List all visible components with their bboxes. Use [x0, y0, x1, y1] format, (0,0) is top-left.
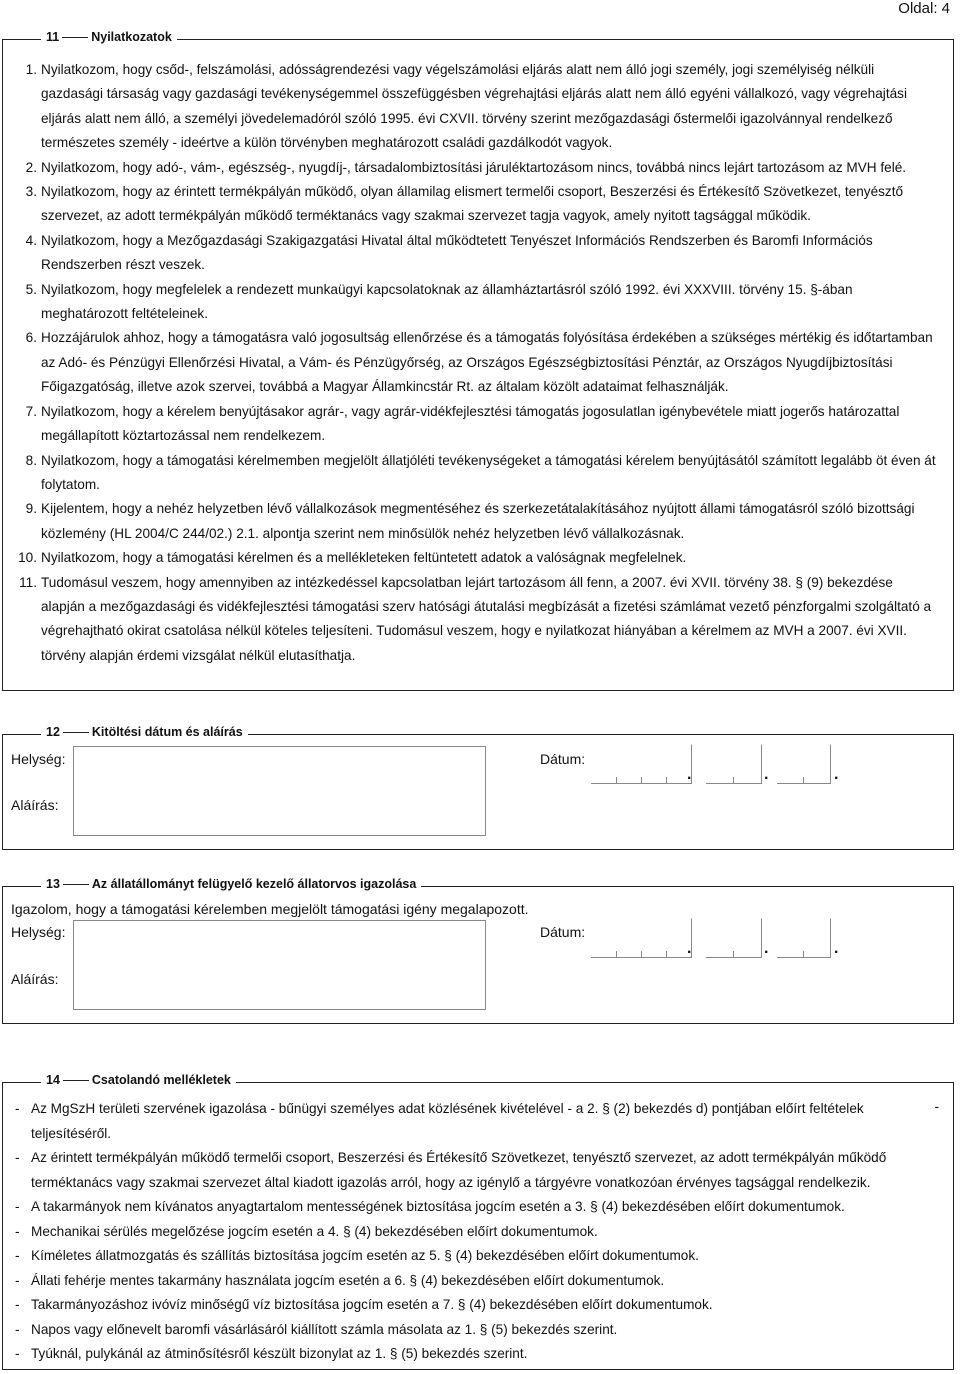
- declaration-item: [3, 156, 953, 180]
- attachment-item: [3, 1342, 953, 1367]
- declaration-text: Nyilatkozom, hogy adó-, vám-, egészség-, nyugdíj-, társadalombiztosítási járuléktartozásom nincs, továbbá nincs lejárt tartozásom az MVH felé.: [41, 159, 907, 175]
- section-11-title: Nyilatkozatok: [91, 30, 172, 44]
- declarations-list: [3, 58, 953, 668]
- attachment-item: [3, 1293, 953, 1318]
- vet-date-day-box[interactable]: [777, 918, 831, 958]
- declaration-text: Hozzájárulok ahhoz, hogy a támogatásra való jogosultság ellenőrzése és a támogatás folyósítása érdekében a szükséges mértékig és időtartamban az Adó- és Pénzügyi Ellenőrzési Hivatal, a Vám- és Pénzügyőrség, az Országos Egészségbiztosítási Pénztár, az Országos Nyugdíjbiztosítási Főigazgatóság, illetve azok szervei, továbbá a Magyar Államkincstár Rt. az általam közölt adataimat felhasználják.: [41, 330, 933, 395]
- attachment-text: A takarmányok nem kívánatos anyagtartalom mentességének biztosítása jogcím esetén a 3. § (4) bekezdésében előírt dokumentumok.: [31, 1199, 845, 1214]
- declaration-item: [3, 229, 953, 278]
- declaration-number: 4.: [25, 232, 37, 248]
- attachment-item: [3, 1220, 953, 1245]
- attachment-item: [3, 1269, 953, 1294]
- attachment-text: Mechanikai sérülés megelőzése jogcím esetén a 4. § (4) bekezdésében előírt dokumentumok.: [31, 1223, 598, 1239]
- declaration-number: 5.: [25, 281, 37, 297]
- date-label: Dátum:: [540, 751, 586, 767]
- declaration-item: [3, 449, 953, 498]
- declaration-item: [3, 571, 953, 669]
- attachment-item: [3, 1318, 953, 1343]
- declaration-item: [3, 546, 953, 570]
- section-11-number: 11: [46, 30, 60, 44]
- attachment-text: Takarmányozáshoz ivóvíz minőségű víz biztosítása jogcím esetén a 7. § (4) bekezdésében előírt dokumentumok.: [31, 1297, 713, 1312]
- attachment-item: [3, 1097, 953, 1146]
- attachment-item: [3, 1146, 953, 1195]
- declaration-number: 11.: [19, 574, 37, 590]
- declaration-number: 7.: [25, 403, 37, 419]
- place-label: Helység:: [11, 751, 66, 767]
- vet-place-label: Helység:: [11, 924, 66, 940]
- section-declarations: [2, 30, 954, 691]
- declaration-text: Nyilatkozom, hogy a támogatási kérelmen és a mellékleteken feltüntetett adatok a valóságnak megfelelnek.: [41, 550, 687, 566]
- declaration-item: [3, 326, 953, 399]
- trailing-dash: -: [934, 1099, 939, 1114]
- section-13-number: 13: [46, 877, 60, 891]
- vet-place-signature-field[interactable]: [73, 920, 486, 1010]
- section-11-legend: [41, 30, 177, 44]
- attachment-text: Állati fehérje mentes takarmány használata jogcím esetén a 6. § (4) bekezdésében előírt dokumentumok.: [31, 1272, 665, 1288]
- date-day-box[interactable]: [777, 744, 831, 784]
- vet-date-month-box[interactable]: [706, 918, 762, 958]
- section-14-title: Csatolandó mellékletek: [91, 1073, 231, 1087]
- attachment-text: Napos vagy előnevelt baromfi vásárlásáról kiállított számla másolata az 1. § (5) bekezdés szerint.: [31, 1321, 618, 1337]
- declaration-text: Tudomásul veszem, hogy amennyiben az intézkedéssel kapcsolatban lejárt tartozásom áll fenn, a 2007. évi XVII. törvény 38. § (9) bekezdése alapján a mezőgazdasági és vidékfejlesztési támogatási szerv hatósági átutalási megbízását a fizetési számlámat vezető pénzforgalmi szolgáltató a végrehajtható okirat csatolása nélkül köteles teljesíteni. Tudomásul veszem, hogy e nyilatkozat hiányában a kérelmem az MVH a 2007. évi XVII. törvény alapján érdemi vizsgálat nélkül elutasíthatja.: [41, 574, 932, 663]
- declaration-text: Nyilatkozom, hogy a kérelem benyújtásakor agrár-, vagy agrár-vidékfejlesztési támogatás jogosulatlan igénybevétele miatt jogerős határozattal megállapított köztartozással nem rendelkezem.: [41, 403, 900, 444]
- section-attachments: [2, 1073, 954, 1370]
- declaration-number: 6.: [25, 330, 37, 346]
- declaration-number: 10.: [18, 550, 37, 566]
- attachment-bullet: -: [15, 1321, 20, 1337]
- declaration-text: Nyilatkozom, hogy csőd-, felszámolási, adósságrendezési vagy végelszámolási eljárás alatt nem álló jogi személy, jogi személyiség nélküli gazdasági társaság vagy gazdasági tevékenységemmel összefüggésben végrehajtási eljárás alatt nem álló egyéni vállalkozó, vagy végrehajtási eljárás alatt nem álló, a személyi jövedelemadóról szóló 1995. évi CXVII. törvény szerint mezőgazdasági őstermelői igazolvánnyal rendelkező természetes személy - ideértve a külön törvényben meghatározott családi gazdálkodót vagyok.: [41, 62, 907, 151]
- attachment-text: Tyúknál, pulykánál az átminősítésről készült bizonylat az 1. § (5) bekezdés szerint.: [31, 1346, 528, 1361]
- declaration-item: [3, 180, 953, 229]
- vet-date-label: Dátum:: [540, 924, 586, 940]
- declaration-text: Nyilatkozom, hogy az érintett termékpályán működő, olyan államilag elismert termelői csoport, Beszerzési és Értékesítő Szövetkezet, tenyésztő szervezet, az adott termékpályán működő terméktanács vagy szakmai szervezet tagja vagyok, amely nyitott tagsággal működik.: [41, 184, 904, 224]
- attachment-bullet: -: [15, 1272, 20, 1288]
- declaration-number: 8.: [25, 452, 37, 468]
- attachment-bullet: -: [15, 1297, 20, 1312]
- place-signature-field[interactable]: [73, 746, 486, 836]
- declaration-text: Kijelentem, hogy a nehéz helyzetben lévő vállalkozások megmentéséhez és szerkezetátalakításához nyújtott állami támogatásról szóló bizottsági közlemény (HL 2004/C 244/02.) 2.1. alpontja szerint nem minősülök nehéz helyzetben lévő vállalkozásnak.: [41, 501, 915, 541]
- section-14-legend: [41, 1073, 236, 1087]
- attachment-bullet: -: [15, 1150, 20, 1165]
- section-13-title: Az állatállományt felügyelő kezelő állatorvos igazolása: [91, 877, 417, 891]
- attachment-item: [3, 1195, 953, 1220]
- declaration-text: Nyilatkozom, hogy megfelelek a rendezett munkaügyi kapcsolatoknak az államháztartásról szóló 1992. évi XXXVIII. törvény 15. §-ában meghatározott feltételeinek.: [41, 281, 853, 322]
- section-12-legend: [41, 725, 248, 739]
- attachment-bullet: -: [15, 1101, 20, 1116]
- section-vet-certificate: 13 Az állatállományt felügyelő kezelő állatorvos igazolása Igazolom, hogy a támogatási kérelemben megjelölt támogatási igény megalapozott. Helység: Aláírás: Dátum: . . .: [2, 886, 954, 1024]
- attachment-item: [3, 1244, 953, 1269]
- attachment-text: Kíméletes állatmozgatás és szállítás biztosítása jogcím esetén az 5. § (4) bekezdésében előírt dokumentumok.: [31, 1248, 699, 1263]
- declaration-number: 3.: [25, 184, 37, 200]
- declaration-item: [3, 58, 953, 156]
- declaration-item: [3, 400, 953, 449]
- declaration-item: [3, 497, 953, 546]
- vet-signature-label: Aláírás:: [11, 971, 59, 987]
- attachment-text: Az érintett termékpályán működő termelői csoport, Beszerzési és Értékesítő Szövetkezet, tenyésztő szervezet, az adott termékpályán működő terméktanács vagy szakmai szervezet által kiadott igazolás arról, hogy az igénylő a tárgyévre vonatkozóan érvényes tagsággal rendelkezik.: [31, 1150, 887, 1190]
- declaration-number: 2.: [25, 159, 37, 175]
- declaration-text: Nyilatkozom, hogy a támogatási kérelmemben megjelölt állatjóléti tevékenységeket a támogatási kérelem benyújtásától számított legalább öt éven át folytatom.: [41, 452, 936, 492]
- section-12-title: Kitöltési dátum és aláírás: [91, 725, 243, 739]
- vet-date-year-box[interactable]: [591, 918, 692, 958]
- declaration-number: 9.: [25, 501, 37, 517]
- certificate-text: Igazolom, hogy a támogatási kérelemben megjelölt támogatási igény megalapozott.: [11, 901, 529, 917]
- section-12-number: 12: [46, 725, 60, 739]
- date-year-box[interactable]: [591, 744, 692, 784]
- attachment-bullet: -: [15, 1223, 20, 1239]
- attachments-list: [3, 1097, 953, 1367]
- attachment-bullet: -: [15, 1248, 20, 1263]
- declaration-text: Nyilatkozom, hogy a Mezőgazdasági Szakigazgatási Hivatal által működtetett Tenyészet Információs Rendszerben és Baromfi Információs Rendszerben részt veszek.: [41, 232, 873, 273]
- page-number: Oldal: 4: [898, 0, 950, 17]
- section-date-signature: 12 Kitöltési dátum és aláírás Helység: Aláírás: Dátum: . . .: [2, 734, 954, 850]
- date-month-box[interactable]: [706, 744, 762, 784]
- signature-label: Aláírás:: [11, 797, 59, 813]
- attachment-text: Az MgSzH területi szervének igazolása - bűnügyi személyes adat közlésének kivételével - a 2. § (2) bekezdés d) pontjában előírt feltételek teljesítéséről.: [31, 1101, 864, 1141]
- declaration-number: 1.: [25, 62, 37, 77]
- section-14-number: 14: [46, 1073, 60, 1087]
- section-13-legend: [41, 877, 421, 891]
- attachment-bullet: -: [15, 1199, 20, 1214]
- declaration-item: [3, 278, 953, 327]
- attachment-bullet: -: [15, 1346, 20, 1361]
